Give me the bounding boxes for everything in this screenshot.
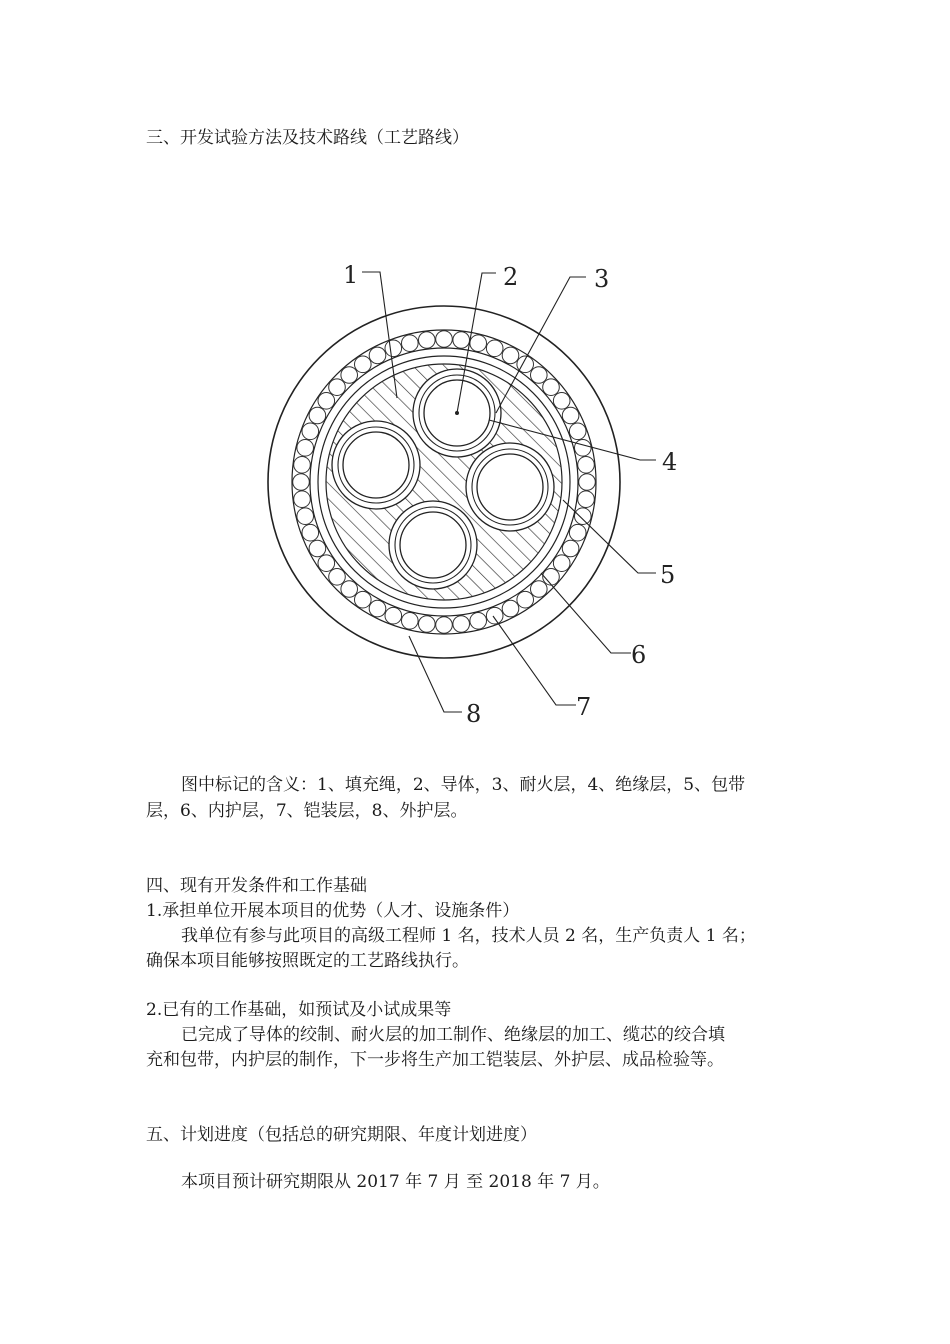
label-3: 3 (594, 265, 610, 293)
armour-wire (562, 407, 579, 424)
armour-wire (436, 617, 453, 634)
section-5-body: 本项目预计研究期限从 2017 年 7 月 至 2018 年 7 月。 (181, 1172, 610, 1192)
armour-wire (502, 347, 519, 364)
armour-wire (402, 335, 419, 352)
armour-wire (502, 600, 519, 617)
armour-wire (297, 508, 314, 525)
armour-wire (531, 581, 548, 598)
armour-wire (419, 616, 436, 633)
core (332, 421, 420, 509)
armour-wire (579, 474, 596, 491)
armour-wire (329, 569, 346, 586)
armour-wire (369, 600, 386, 617)
armour-wire (309, 407, 326, 424)
label-7: 7 (576, 693, 592, 721)
section-4-title: 四、现有开发条件和工作基础 (146, 876, 367, 896)
label-4: 4 (662, 448, 678, 476)
armour-wire (470, 335, 487, 352)
section-4-2-body-1: 已完成了导体的绞制、耐火层的加工制作、绝缘层的加工、缆芯的绞合填 (181, 1025, 725, 1045)
armour-wire (293, 474, 310, 491)
armour-wire (318, 393, 335, 410)
armour-wire (543, 569, 560, 586)
armour-wire (436, 331, 453, 348)
label-2: 2 (503, 263, 519, 291)
armour-wire (302, 423, 319, 440)
section-4-2-title: 2.已有的工作基础，如预试及小试成果等 (146, 1000, 452, 1020)
section-4-1-body-2: 确保本项目能够按照既定的工艺路线执行。 (146, 951, 469, 971)
section-4-2-body-2: 充和包带，内护层的制作，下一步将生产加工铠装层、外护层、成品检验等。 (146, 1050, 724, 1070)
armour-wire (569, 423, 586, 440)
armour-wire (402, 613, 419, 630)
armour-wire (385, 340, 402, 357)
label-5: 5 (660, 561, 676, 589)
armour-wire (562, 540, 579, 557)
armour-wire (355, 356, 372, 373)
armour-wire (419, 332, 436, 349)
section-3-title: 三、开发试验方法及技术路线（工艺路线） (146, 128, 469, 148)
armour-wire (486, 340, 503, 357)
armour-wire (470, 613, 487, 630)
cable-cross-section-diagram (260, 250, 700, 730)
armour-wire (543, 379, 560, 396)
armour-wire (385, 607, 402, 624)
armour-wire (578, 491, 595, 508)
label-8: 8 (466, 700, 482, 728)
armour-wire (297, 440, 314, 457)
core (389, 501, 477, 589)
section-4-1-body-1: 我单位有参与此项目的高级工程师 1 名，技术人员 2 名，生产负责人 1 名； (181, 926, 756, 946)
armour-wire (517, 591, 534, 608)
armour-wire (453, 332, 470, 349)
armour-wire (294, 491, 311, 508)
armour-wire (569, 524, 586, 541)
armour-wire (369, 347, 386, 364)
armour-wire (309, 540, 326, 557)
armour-wire (318, 555, 335, 572)
armour-wire (578, 457, 595, 474)
armour-wire (302, 524, 319, 541)
label-6: 6 (631, 641, 647, 669)
armour-wire (575, 508, 592, 525)
legend-line-1: 图中标记的含义：1、填充绳，2、导体，3、耐火层，4、绝缘层，5、包带 (181, 775, 746, 795)
armour-wire (355, 591, 372, 608)
core (466, 443, 554, 531)
legend-line-2: 层，6、内护层，7、铠装层，8、外护层。 (146, 801, 468, 821)
armour-wire (486, 607, 503, 624)
armour-wire (531, 367, 548, 384)
section-4-1-title: 1.承担单位开展本项目的优势（人才、设施条件） (146, 901, 520, 921)
armour-wire (294, 457, 311, 474)
armour-wire (553, 393, 570, 410)
armour-wire (329, 379, 346, 396)
label-1: 1 (343, 261, 359, 289)
armour-wire (341, 581, 358, 598)
armour-wire (341, 367, 358, 384)
armour-wire (553, 555, 570, 572)
armour-wire (453, 616, 470, 633)
section-5-title: 五、计划进度（包括总的研究期限、年度计划进度） (146, 1125, 537, 1145)
armour-wire (575, 440, 592, 457)
